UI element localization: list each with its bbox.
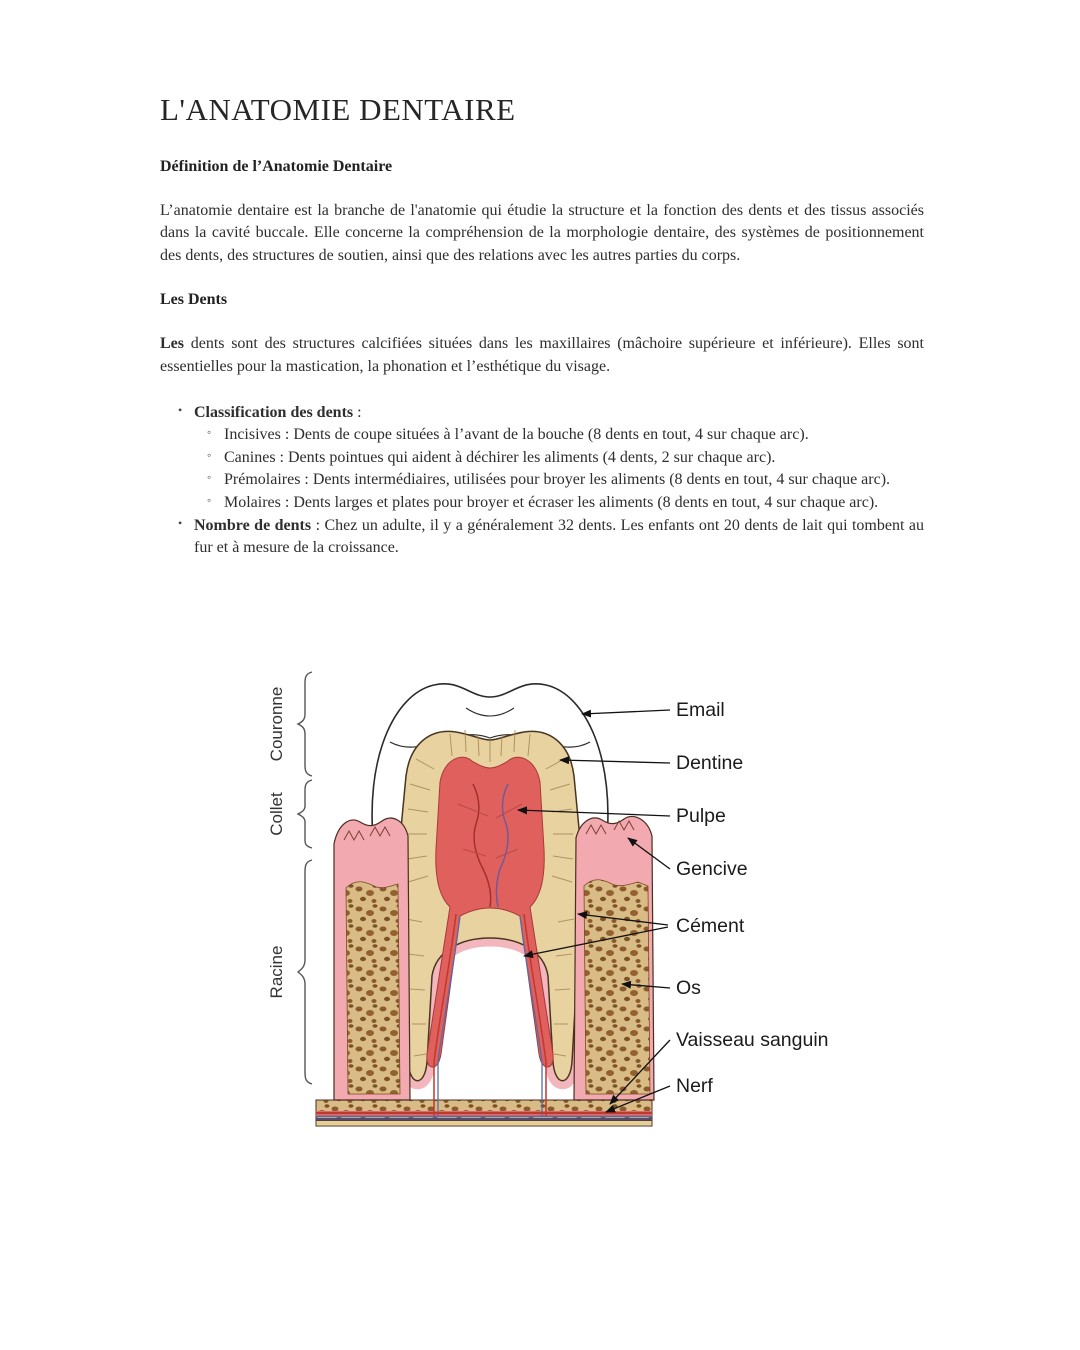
classification-sublist [194,424,924,514]
part-label-nerf: Nerf [676,1074,713,1097]
list-item-nombre [194,515,924,560]
brace-couronne [298,672,312,776]
dents-heading: Les Dents [160,291,228,309]
side-braces [298,672,312,1084]
brace-racine [298,860,312,1084]
nombre-label: Nombre de dents [194,516,312,534]
nombre-rest: : Chez un adulte, il y a généralement 32 dents. Les enfants ont 20 dents de lait qui tombent au fur et à mesure de la croissance. [194,516,924,557]
brace-collet [298,780,312,848]
gum-left [334,818,410,1100]
side-label-collet: Collet [267,791,286,836]
dents-intro-rest: dents sont des structures calcifiées situées dans les maxillaires (mâchoire supérieure et inférieure). Elles sont essentielles pour la mastication, la phonation et l’esthétique du visage. [160,335,924,375]
part-label-vaisseau: Vaisseau sanguin [676,1028,829,1051]
list-item-molaires: ◦ Molaires : Dents larges et plates pour broyer et écraser les aliments (8 dents en tout, 4 sur chaque arc). [224,492,924,514]
part-label-cement: Cément [676,914,745,937]
bone-left [346,881,400,1093]
definition-paragraph: L’anatomie dentaire est la branche de l'anatomie qui étudie la structure et la fonction des dents et des tissus associés dans la cavité buccale. Elle concerne la compréhension de la morphologie dentaire, des systèmes de positionnement des dents, des structures de soutien, ainsi que des relations avec les autres parties du corps. [160,202,924,264]
list-item-incisives: ◦ Incisives : Dents de coupe situées à l’avant de la bouche (8 dents en tout, 4 sur chaque arc). [224,424,924,446]
definition-heading: Définition de l’Anatomie Dentaire [160,158,393,175]
part-label-email: Email [676,698,725,721]
part-label-pulpe: Pulpe [676,804,726,827]
tooth-diagram-svg [258,664,846,1136]
bone-right [584,879,650,1093]
classification-label: Classification des dents [194,403,354,421]
dents-intro-bold: Les [160,335,184,353]
part-label-os: Os [676,976,701,999]
list-item-classification [194,402,924,514]
dents-list [160,402,924,560]
gum-right [574,816,654,1100]
side-label-racine: Racine [267,945,286,999]
list-item-canines: ◦ Canines : Dents pointues qui aident à déchirer les aliments (4 dents, 2 sur chaque arc). [224,447,924,469]
tooth-anatomy-diagram [258,664,846,1136]
part-label-dentine: Dentine [676,751,744,774]
part-label-gencive: Gencive [676,857,748,880]
arrow-email [582,710,670,714]
dents-intro-paragraph [160,333,924,378]
classification-sep: : [353,403,362,421]
side-label-couronne: Couronne [267,686,286,762]
list-item-premolaires: ◦ Prémolaires : Dents intermédiaires, utilisées pour broyer les aliments (8 dents en tout, 4 sur chaque arc). [224,469,924,491]
page-title: L'ANATOMIE DENTAIRE [160,92,516,127]
